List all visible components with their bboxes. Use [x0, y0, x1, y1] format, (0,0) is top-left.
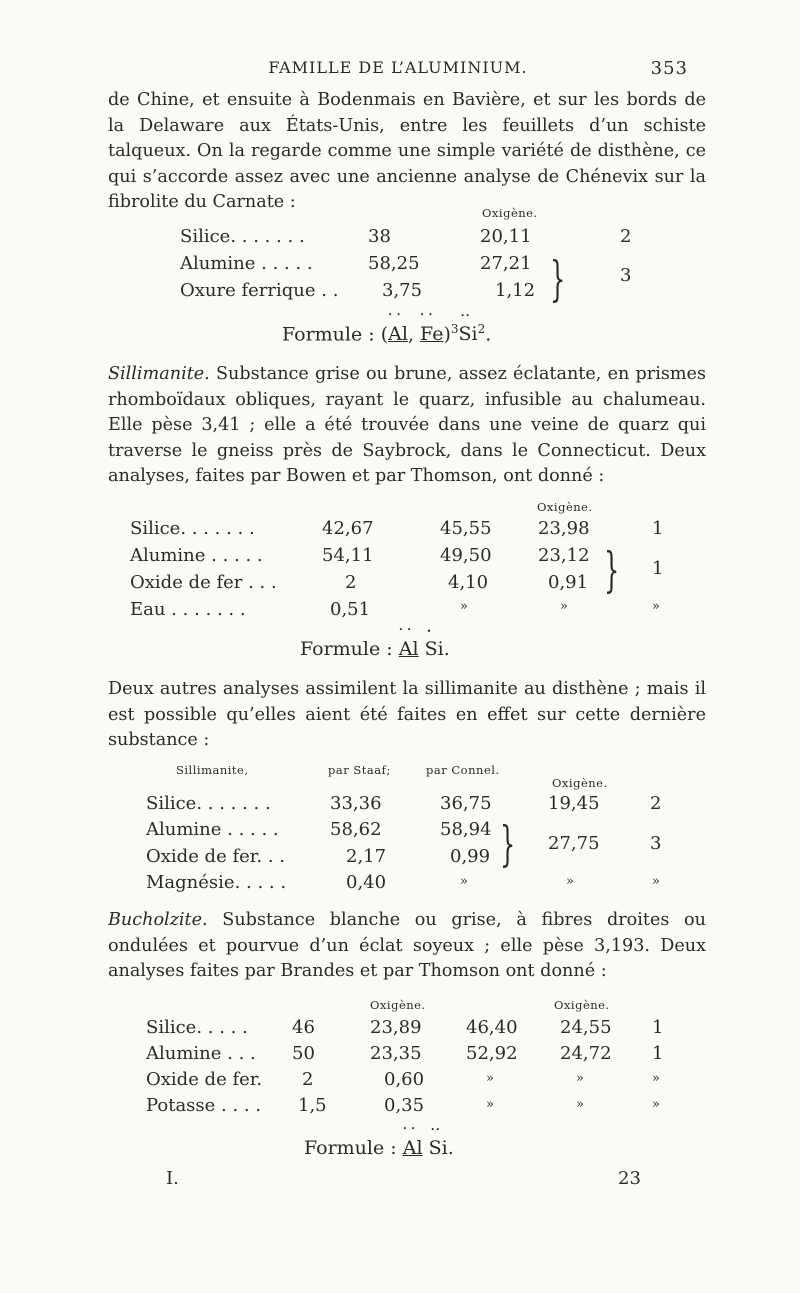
- paragraph-text: Substance blanche ou grise, à fibres droites ou ondulées et pourvue d’un éclat soyeux ; elle pèse 3,193. Deux analyses faites par Brandes et par Thomson ont donné :: [108, 910, 706, 981]
- row-name: Alumine . . .: [146, 1043, 256, 1064]
- row-value-a: 2: [345, 572, 357, 593]
- row-name: Oxide de fer. . .: [146, 846, 286, 867]
- row-value-b: 0,99: [450, 846, 491, 867]
- row-value-a: 33,36: [330, 793, 382, 814]
- merged-ratio: 3: [650, 833, 662, 854]
- row-ratio: »: [652, 1071, 660, 1086]
- mineral-name: Sillimanite.: [108, 364, 210, 384]
- row-value-b: »: [486, 1097, 494, 1112]
- row-ratio: 1: [652, 1017, 664, 1038]
- row-value: 38: [368, 226, 391, 247]
- brace: }: [500, 816, 516, 872]
- formula-alumina: • • Al: [403, 1137, 423, 1159]
- sillimanite-paragraph: [108, 362, 706, 490]
- row-value-b: 49,50: [440, 545, 492, 566]
- oxygen-header: Oxigène.: [537, 500, 593, 514]
- row-oxygen: 19,45: [548, 793, 600, 814]
- formula-exponent: 2: [477, 322, 486, 336]
- row-name: Silice. . . . .: [146, 1017, 248, 1038]
- formula-end: .: [447, 1137, 454, 1159]
- row-ratio: 1: [652, 518, 664, 539]
- formula-alumina: • • Al: [399, 638, 419, 660]
- row-oxygen: »: [560, 599, 568, 614]
- row-name: Potasse . . . .: [146, 1095, 262, 1116]
- row-name: Alumine . . . . .: [180, 253, 313, 274]
- row-value-a: 58,62: [330, 819, 382, 840]
- merged-ratio: 1: [652, 558, 664, 579]
- row-oxygen-b: »: [576, 1071, 584, 1086]
- row-oxygen-b: »: [576, 1097, 584, 1112]
- row-value-a: 2,17: [346, 846, 387, 867]
- mineral-name: Bucholzite.: [108, 910, 208, 930]
- discussion-paragraph: Deux autres analyses assimilent la sillimanite au disthène ; mais il est possible qu’elles aient été faites en effet sur cette dernière substance :: [108, 679, 706, 750]
- row-oxygen: 20,11: [480, 226, 532, 247]
- row-value-b: »: [460, 874, 468, 889]
- oxygen-header: Oxigène.: [482, 206, 538, 220]
- row-value-b: »: [486, 1071, 494, 1086]
- row-value-a: 0,51: [330, 599, 371, 620]
- row-oxygen: 27,21: [480, 253, 532, 274]
- row-value: 3,75: [382, 280, 423, 301]
- row-name: Eau . . . . . . .: [130, 599, 246, 620]
- row-name: Silice. . . . . . .: [146, 793, 271, 814]
- row-oxygen-a: 23,89: [370, 1017, 422, 1038]
- oxygen-header: Oxigène.: [370, 998, 426, 1012]
- row-name: Oxide de fer . . .: [130, 572, 277, 593]
- sheet-number: 23: [618, 1168, 641, 1189]
- row-value-a: 50: [292, 1043, 315, 1064]
- row-ratio: »: [652, 1097, 660, 1112]
- row-value-a: 1,5: [298, 1095, 327, 1116]
- formula-silica: •• Si: [429, 1137, 448, 1159]
- bucholzite-paragraph: [108, 908, 706, 985]
- row-value: 58,25: [368, 253, 420, 274]
- row-oxygen: »: [566, 874, 574, 889]
- column-header: Sillimanite,: [176, 763, 249, 777]
- formula-exponent: 3: [450, 322, 459, 336]
- row-oxygen-a: 0,35: [384, 1095, 425, 1116]
- row-oxygen: 0,91: [548, 572, 589, 593]
- row-ratio: 2: [650, 793, 662, 814]
- formula: [304, 1137, 454, 1159]
- brace: }: [550, 251, 566, 307]
- row-oxygen: 23,12: [538, 545, 590, 566]
- oxygen-header: Oxigène.: [554, 998, 610, 1012]
- formula-end: .: [485, 323, 492, 346]
- formula-end: .: [443, 638, 450, 660]
- merged-oxygen: 27,75: [548, 833, 600, 854]
- row-value-b: 45,55: [440, 518, 492, 539]
- row-oxygen-a: 0,60: [384, 1069, 425, 1090]
- row-name: Silice. . . . . . .: [130, 518, 255, 539]
- row-name: Oxure ferrique . .: [180, 280, 339, 301]
- row-value-a: 46: [292, 1017, 315, 1038]
- row-value-a: 2: [302, 1069, 314, 1090]
- formula-silica: •• Si: [459, 323, 478, 345]
- row-value-b: 52,92: [466, 1043, 518, 1064]
- row-name: Magnésie. . . . .: [146, 872, 287, 893]
- row-name: Silice. . . . . . .: [180, 226, 305, 247]
- row-oxygen-b: 24,72: [560, 1043, 612, 1064]
- header-title: FAMILLE DE L’ALUMINIUM.: [268, 58, 528, 77]
- column-header: par Staaf;: [328, 763, 391, 777]
- row-ratio: »: [652, 599, 660, 614]
- row-name: Oxide de fer.: [146, 1069, 263, 1090]
- formula-close: ): [443, 323, 451, 346]
- column-header: par Connel.: [426, 763, 500, 777]
- row-value-b: 4,10: [448, 572, 489, 593]
- paragraph-text: Substance grise ou brune, assez éclatante, en prismes rhomboïdaux obliques, rayant le quarz, infusible au chalumeau. Elle pèse 3,41 ; elle a été trouvée dans une veine de quarz qui traverse le gneiss près de Saybrock, dans le Connecticut. Deux analyses, faites par Bowen et par Thomson, ont donné :: [108, 364, 706, 486]
- row-oxygen: 23,98: [538, 518, 590, 539]
- row-value-b: 58,94: [440, 819, 492, 840]
- row-oxygen-a: 23,35: [370, 1043, 422, 1064]
- formula-silica: • Si: [425, 638, 444, 660]
- row-oxygen-b: 24,55: [560, 1017, 612, 1038]
- oxygen-header: Oxigène.: [552, 776, 608, 790]
- row-value-b: 46,40: [466, 1017, 518, 1038]
- row-oxygen: 1,12: [495, 280, 536, 301]
- page-number: 353: [650, 58, 688, 79]
- intro-paragraph: de Chine, et ensuite à Bodenmais en Bavière, et sur les bords de la Delaware aux États-Unis, entre les feuillets d’un schiste talqueux. On la regarde comme une simple variété de disthène, ce qui s’accorde assez avec une ancienne analyse de Chénevix sur la fibrolite du Carnate :: [108, 90, 706, 212]
- merged-ratio: 3: [620, 265, 632, 286]
- row-ratio: 2: [620, 226, 632, 247]
- row-value-a: 0,40: [346, 872, 387, 893]
- formula-separator: ,: [407, 323, 421, 346]
- row-ratio: 1: [652, 1043, 664, 1064]
- formula: [300, 638, 450, 660]
- formula-prefix: Formule : (: [282, 323, 389, 346]
- formula-prefix: Formule :: [300, 638, 399, 660]
- running-header: [108, 58, 688, 82]
- row-name: Alumine . . . . .: [130, 545, 263, 566]
- formula-prefix: Formule :: [304, 1137, 403, 1159]
- row-value-a: 42,67: [322, 518, 374, 539]
- row-value-b: 36,75: [440, 793, 492, 814]
- formula-iron: • • Fe: [420, 323, 443, 345]
- row-value-a: 54,11: [322, 545, 374, 566]
- signature-mark: I.: [166, 1168, 179, 1189]
- row-value-b: »: [460, 599, 468, 614]
- row-name: Alumine . . . . .: [146, 819, 279, 840]
- formula-alumina: • • Al: [388, 323, 408, 345]
- brace: }: [604, 542, 620, 598]
- formula: [282, 322, 491, 345]
- row-ratio: »: [652, 874, 660, 889]
